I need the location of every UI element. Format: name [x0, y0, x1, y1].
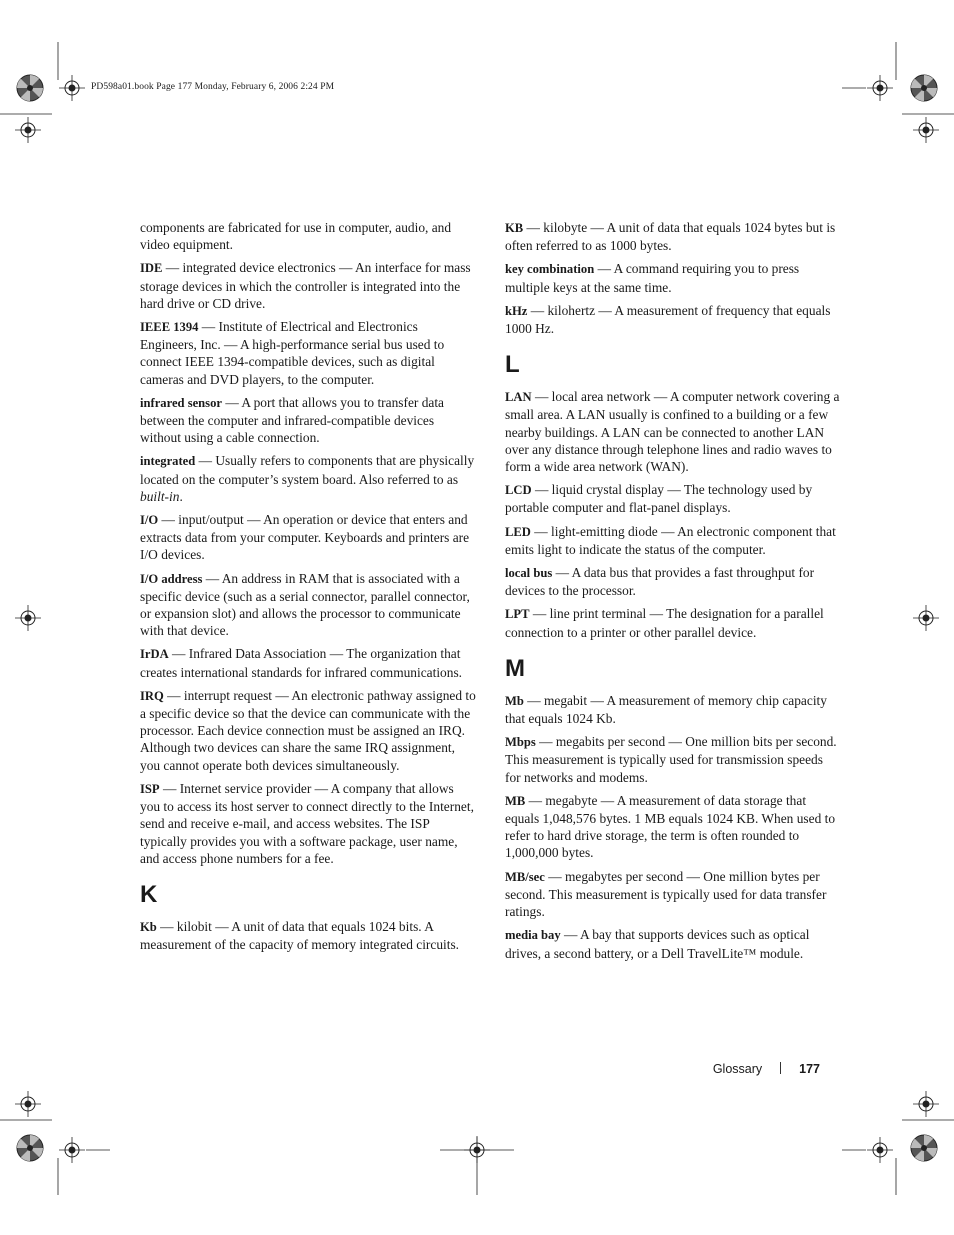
glossary-term: LAN — [505, 390, 532, 405]
glossary-term: LPT — [505, 607, 530, 622]
registration-mark-icon — [59, 1137, 85, 1163]
glossary-entry-lpt — [505, 605, 841, 640]
footer-divider — [780, 1062, 781, 1074]
registration-mark-icon — [59, 75, 85, 101]
glossary-definition: — light-emitting diode — An electronic component that emits light to indicate the status of the computer. — [505, 523, 836, 557]
section-heading-l: L — [505, 351, 520, 379]
glossary-definition: — input/output — An operation or device that enters and extracts data from your computer. Keyboards and printers are I/O devices. — [140, 512, 470, 563]
glossary-definition: — A data bus that provides a fast throughput for devices to the processor. — [505, 565, 815, 599]
glossary-term: IDE — [140, 261, 163, 276]
registration-mark-icon — [913, 117, 939, 143]
glossary-definition: — interrupt request — An electronic pathway assigned to a specific device so that the device can communicate with the processor. Each device connection must be assigned an IRQ. Although two devices can share the same IRQ assignment, you cannot operate both devices simultaneously. — [140, 687, 476, 773]
glossary-term: media bay — [505, 928, 561, 943]
glossary-term: IrDA — [140, 647, 169, 662]
glossary-term: kHz — [505, 303, 528, 318]
glossary-definition: — kilobyte — A unit of data that equals 1024 bytes but is often referred to as 1000 bytes. — [505, 220, 836, 254]
glossary-term: LCD — [505, 483, 532, 498]
footer-section-name: Glossary — [712, 1062, 763, 1076]
glossary-entry-lcd — [505, 481, 841, 516]
color-wheel-icon — [17, 1135, 43, 1161]
glossary-entry-io-address — [140, 570, 476, 640]
glossary-entry-mb-megabit — [505, 692, 841, 727]
glossary-entry-ieee-1394 — [140, 318, 476, 388]
glossary-definition: — megabit — A measurement of memory chip capacity that equals 1024 Kb. — [505, 692, 827, 727]
glossary-definition: — megabyte — A measurement of data storage that equals 1,048,576 bytes. 1 MB equals 1024 KB. When used to refer to hard drive storage, the term is often rounded to 1,000,000 bytes. — [505, 792, 836, 861]
glossary-term: IRQ — [140, 688, 164, 703]
glossary-term: IEEE 1394 — [140, 320, 199, 335]
glossary-definition: — Usually refers to components that are physically located on the computer’s system board. Also referred to as — [140, 453, 475, 487]
registration-mark-icon — [15, 1091, 41, 1117]
glossary-term: key combination — [505, 262, 595, 277]
glossary-term: Mb — [505, 693, 524, 708]
glossary-term: MB/sec — [505, 869, 545, 884]
glossary-entry-khz — [505, 302, 841, 337]
glossary-entry-io — [140, 511, 476, 564]
color-wheel-icon — [911, 1135, 937, 1161]
glossary-term: Mbps — [505, 735, 536, 750]
section-heading-k: K — [140, 880, 158, 908]
glossary-entry-isp — [140, 780, 476, 867]
glossary-definition: — integrated device electronics — An interface for mass storage devices in which the controller is integrated into the hard drive or CD drive. — [140, 260, 471, 311]
registration-mark-icon — [913, 1091, 939, 1117]
glossary-definition: — megabits per second — One million bits per second. This measurement is typically used for transmission speeds for networks and modems. — [505, 734, 837, 785]
glossary-definition: — Internet service provider — A company that allows you to access its host server to connect directly to the Internet, send and receive e-mail, and access websites. The ISP typically provides you with a software package, user name, and access phone numbers for a fee. — [140, 780, 474, 866]
glossary-term: local bus — [505, 566, 553, 581]
glossary-definition: — Infrared Data Association — The organization that creates international standards for infrared communications. — [140, 646, 462, 680]
right-column — [505, 219, 841, 968]
glossary-entry-irq — [140, 687, 476, 774]
glossary-term: MB — [505, 793, 526, 808]
glossary-entry-mb-per-sec — [505, 868, 841, 921]
glossary-entry-media-bay — [505, 926, 841, 961]
glossary-definition: — megabytes per second — One million bytes per second. This measurement is typically used for data transfer ratings. — [505, 868, 827, 920]
glossary-term: infrared sensor — [140, 395, 222, 410]
page-footer — [713, 1062, 820, 1076]
registration-mark-icon — [867, 1137, 893, 1163]
registration-mark-icon — [913, 605, 939, 631]
book-header-line: PD598a01.book Page 177 Monday, February 6, 2006 2:24 PM — [91, 82, 335, 92]
glossary-term: integrated — [140, 454, 196, 469]
page-number: 177 — [799, 1062, 820, 1076]
glossary-entry-kb-kilobit — [140, 918, 476, 953]
glossary-term: ISP — [140, 781, 160, 796]
left-column — [140, 219, 476, 959]
registration-mark-icon — [15, 117, 41, 143]
glossary-definition: — Institute of Electrical and Electronics Engineers, Inc. — A high-performance serial bus used to connect IEEE 1394-compatible devices, such as digital cameras and DVD players, to the computer. — [140, 319, 445, 387]
glossary-entry-led — [505, 523, 841, 558]
color-wheel-icon — [911, 75, 937, 101]
glossary-definition-end: . — [179, 488, 183, 504]
glossary-entry-lan — [505, 388, 841, 475]
glossary-definition: — kilobit — A unit of data that equals 1024 bits. A measurement of the capacity of memory integrated circuits. — [140, 918, 460, 953]
glossary-definition: — liquid crystal display — The technology used by portable computer and flat-panel displays. — [505, 482, 813, 516]
glossary-term: LED — [505, 524, 531, 539]
registration-mark-icon — [867, 75, 893, 101]
color-wheel-icon — [17, 75, 43, 101]
glossary-definition: — An address in RAM that is associated with a specific device (such as a serial connector, parallel connector, or expansion slot) and allows the processor to communicate with that device. — [140, 570, 470, 639]
glossary-entry-irda — [140, 645, 476, 680]
glossary-entry-infrared-sensor — [140, 394, 476, 447]
glossary-entry-kb-kilobyte — [505, 219, 841, 254]
section-heading-m: M — [505, 654, 525, 682]
glossary-definition: — A bay that supports devices such as optical drives, a second battery, or a Dell TravelLite™ module. — [505, 927, 810, 961]
glossary-term: KB — [505, 221, 524, 235]
continuation-text: components are fabricated for use in computer, audio, and video equipment. — [140, 220, 452, 253]
glossary-definition: — A command requiring you to press multiple keys at the same time. — [505, 261, 800, 295]
glossary-definition: — A port that allows you to transfer data between the computer and infrared-compatible devices without using a cable connection. — [140, 394, 445, 446]
glossary-entry-mbps — [505, 733, 841, 786]
glossary-term: Kb — [140, 919, 157, 934]
glossary-term: I/O address — [140, 571, 203, 586]
glossary-definition: — line print terminal — The designation for a parallel connection to a printer or other parallel device. — [505, 606, 824, 640]
glossary-definition: — local area network — A computer network covering a small area. A LAN usually is confined to a building or a few nearby buildings. A LAN can be connected to another LAN over any distance through telephone lines and radio waves to form a wide area network (WAN). — [505, 389, 840, 475]
glossary-entry-mb-megabyte — [505, 792, 841, 862]
registration-mark-icon — [15, 605, 41, 631]
glossary-entry-local-bus — [505, 564, 841, 599]
glossary-entry-key-combination — [505, 260, 841, 295]
glossary-italic-term: built-in — [140, 488, 180, 504]
glossary-entry-ide — [140, 259, 476, 312]
glossary-definition: — kilohertz — A measurement of frequency that equals 1000 Hz. — [505, 302, 831, 337]
glossary-term: I/O — [140, 513, 159, 528]
glossary-entry-integrated — [140, 452, 476, 505]
